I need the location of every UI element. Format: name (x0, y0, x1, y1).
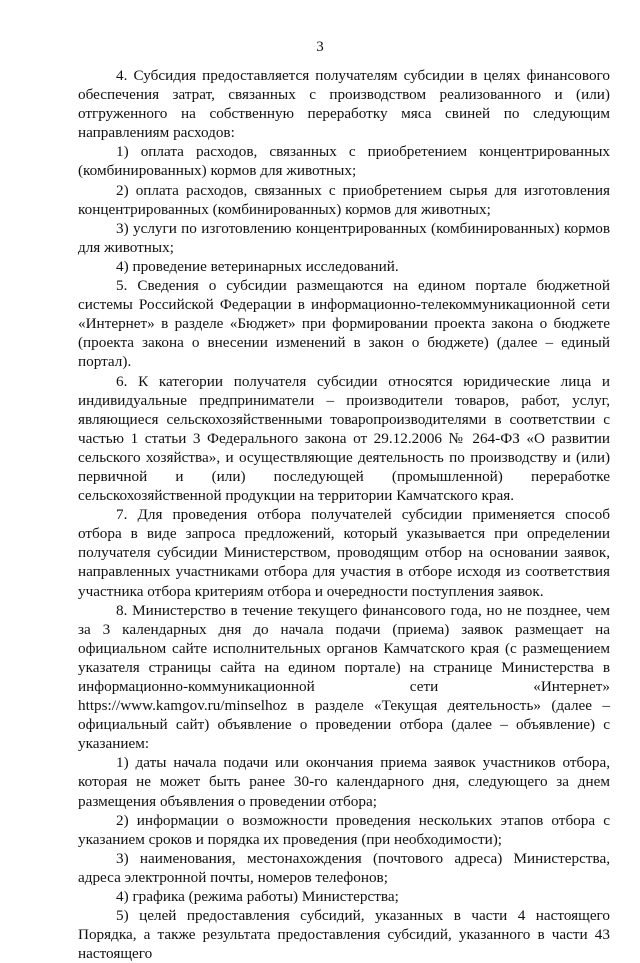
page-number: 3 (316, 39, 324, 55)
paragraph-5-single-portal: 5. Сведения о субсидии размещаются на едином портале бюджетной системы Российской Федерации в информационно-телекоммуникационной сети «Интернет» в разделе «Бюджет» при формировании проекта закона о бюджете (проекта закона о внесении изменений в закон о бюджете) (далее – единый портал). (78, 277, 610, 371)
list-item-feed-purchase: 1) оплата расходов, связанных с приобретением концентрированных (комбинированных) кормов для животных; (78, 143, 610, 180)
list-item-selection-stages: 2) информации о возможности проведения нескольких этапов отбора с указанием сроков и порядка их проведения (при необходимости); (78, 811, 610, 848)
paragraph-7-selection-method: 7. Для проведения отбора получателей субсидии применяется способ отбора в виде запроса предложений, который указывается при определении получателя субсидии Министерством, проводящим отбор на основании заявок, направленных участниками отбора для участия в отборе исходя из соответствия участника отбора критериям отбора и очередности поступления заявок. (78, 506, 610, 600)
paragraph-6-recipient-category: 6. К категории получателя субсидии относятся юридические лица и индивидуальные предприниматели – производители товаров, работ, услуг, являющиеся сельскохозяйственными товаропроизводителями в соответствии с частью 1 статьи 3 Федерального закона от 29.12.2006 № 264-ФЗ «О развитии сельского хозяйства», и осуществляющие деятельность по производству и (или) первичной и (или) последующей (промышленной) переработке сельскохозяйственной продукции на территории Камчатского края. (78, 372, 610, 505)
list-item-subsidy-goals: 5) целей предоставления субсидий, указанных в части 4 настоящего Порядка, а также результата предоставления субсидий, указанного в части 43 настоящего (78, 907, 610, 963)
paragraph-8-announcement: 8. Министерство в течение текущего финансового года, но не позднее, чем за 3 календарных дня до начала подачи (приема) заявок размещает на официальном сайте исполнительных органов Камчатского края (с размещением указателя страницы сайта на едином портале) на странице Министерства в информационно-коммуникационной сети «Интернет» https://www.kamgov.ru/minselhoz в разделе «Текущая деятельность» (далее – официальный сайт) объявление о проведении отбора (далее – объявление) с указанием: (78, 601, 610, 753)
document-body (78, 66, 610, 963)
list-item-feed-manufacturing: 3) услуги по изготовлению концентрированных (комбинированных) кормов для животных; (78, 219, 610, 256)
list-item-veterinary: 4) проведение ветеринарных исследований. (116, 257, 399, 275)
list-item-ministry-contacts: 3) наименования, местонахождения (почтового адреса) Министерства, адреса электронной почты, номеров телефонов; (78, 849, 610, 886)
list-item-application-dates: 1) даты начала подачи или окончания приема заявок участников отбора, которая не может быть ранее 30-го календарного дня, следующего за днем размещения объявления о проведении отбора; (78, 754, 610, 810)
paragraph-4-subsidy-purpose: 4. Субсидия предоставляется получателям субсидии в целях финансового обеспечения затрат, связанных с производством реализованного и (или) отгруженного на собственную переработку мяса свиней по следующим направлениям расходов: (78, 67, 610, 142)
list-item-working-hours: 4) графика (режима работы) Министерства; (116, 888, 399, 906)
list-item-raw-materials: 2) оплата расходов, связанных с приобретением сырья для изготовления концентрированных (комбинированных) кормов для животных; (78, 181, 610, 218)
